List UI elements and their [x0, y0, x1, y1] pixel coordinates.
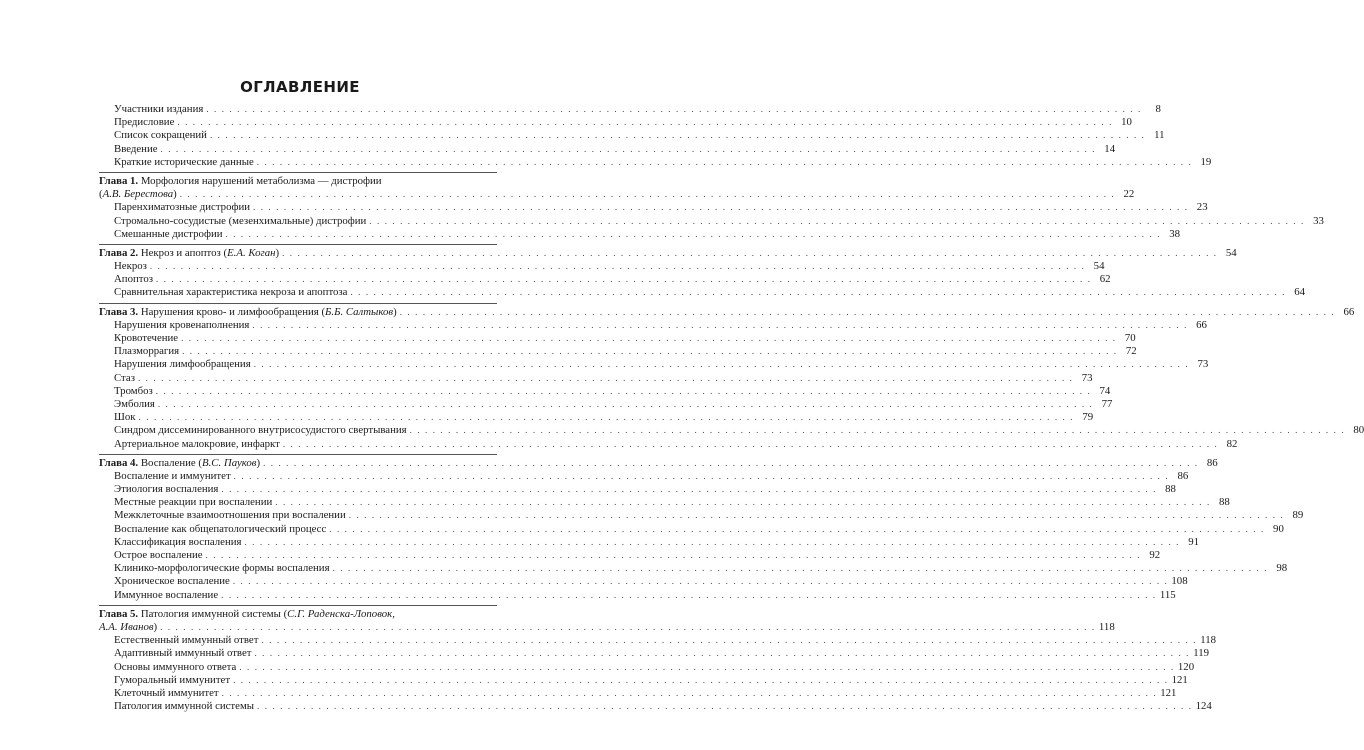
toc-text: Введение [114, 142, 158, 155]
toc-page-number: 119 [1193, 647, 1210, 660]
toc-entry[interactable] [99, 227, 1181, 241]
toc-entry-title [99, 175, 382, 188]
toc-page-number: 66 [1343, 305, 1355, 318]
dot-leader [233, 575, 1169, 588]
toc-entry[interactable] [99, 575, 1188, 588]
toc-text: Морфология нарушений метаболизма — дистрофии [138, 174, 382, 187]
toc-text: Нарушения крово- и лимфообращения ( [138, 305, 326, 318]
toc-entry-title [99, 306, 397, 319]
toc-entry-title [114, 470, 231, 483]
toc-page-number: 54 [1225, 246, 1237, 259]
toc-chapter-number: Глава 4. [99, 456, 139, 469]
toc-entry[interactable] [99, 142, 1116, 156]
toc-text: Тромбоз [114, 384, 153, 397]
toc-entry-title [114, 116, 174, 129]
toc-entry[interactable] [99, 647, 1210, 660]
dot-leader [400, 306, 1336, 319]
toc-text: Краткие исторические данные [114, 155, 254, 168]
toc-text: Межклеточные взаимоотношения при воспалении [114, 509, 346, 522]
dot-leader [206, 549, 1142, 562]
toc-page-number: 62 [1099, 273, 1111, 286]
toc-text: ) [173, 188, 177, 201]
toc-entry[interactable] [99, 384, 1111, 398]
toc-page-number: 124 [1195, 700, 1212, 713]
toc-entry[interactable] [99, 318, 1207, 332]
dot-leader [221, 483, 1157, 496]
toc-page-number: 88 [1165, 483, 1176, 496]
toc-page-number: 82 [1226, 437, 1238, 450]
toc-text: Воспаление как общепатологический процесс [114, 522, 327, 535]
toc-entry-title [114, 385, 153, 398]
toc-text: Некроз [114, 260, 147, 273]
toc-entry-title [114, 536, 241, 549]
toc-author-name: А.В. Берестова [102, 188, 174, 201]
toc-text: Этиология воспаления [114, 483, 219, 496]
toc-page-number: 66 [1196, 318, 1207, 331]
toc-chapter-entry[interactable] [99, 175, 497, 188]
dot-leader [206, 103, 1142, 116]
toc-page-number: 38 [1169, 227, 1181, 240]
dot-leader [177, 116, 1113, 129]
dot-leader [150, 260, 1086, 273]
toc-author-name: Е.А. Коган [227, 246, 276, 259]
toc-page-number: 11 [1154, 129, 1165, 142]
dot-leader [139, 411, 1075, 424]
toc-entry-title [114, 483, 218, 496]
toc-text: Гуморальный иммунитет [114, 673, 231, 686]
toc-page-number: 64 [1294, 286, 1306, 299]
chapter-divider [99, 454, 497, 455]
toc-entry-title [114, 523, 326, 536]
dot-leader [233, 674, 1169, 687]
toc-entry[interactable] [99, 686, 1177, 700]
toc-entry[interactable] [99, 700, 1212, 713]
toc-page-number: 90 [1273, 522, 1284, 535]
toc-entry[interactable] [99, 371, 1093, 385]
toc-text: Патология иммунной системы [114, 700, 255, 713]
toc-text: Паренхиматозные дистрофии [114, 201, 251, 214]
toc-text: Естественный иммунный ответ [114, 634, 259, 647]
toc-entry[interactable] [99, 437, 1238, 451]
dot-leader [257, 156, 1193, 169]
dot-leader [210, 129, 1146, 142]
toc-chapter-entry[interactable] [99, 246, 1237, 260]
toc-page-number: 92 [1149, 549, 1161, 561]
toc-entry-title [114, 575, 230, 588]
dot-leader [182, 345, 1118, 358]
toc-entry-title [99, 247, 279, 260]
toc-text: Местные реакции при воспалении [114, 496, 273, 509]
toc-entry-title [114, 674, 230, 687]
dot-leader [181, 332, 1117, 345]
toc-entry-title [114, 156, 254, 169]
toc-text: Воспаление и иммунитет [114, 469, 231, 482]
toc-text: ) [153, 620, 158, 633]
toc-page-number: 10 [1121, 116, 1132, 129]
toc-text: Смешанные дистрофии [114, 227, 223, 240]
toc-entry[interactable] [99, 260, 1105, 273]
toc-entry[interactable] [99, 535, 1200, 549]
toc-chapter-number: Глава 5. [99, 607, 139, 620]
dot-leader [156, 385, 1092, 398]
toc-text: Предисловие [114, 116, 175, 129]
toc-page-number: 121 [1171, 673, 1188, 686]
toc-entry-title [114, 661, 236, 674]
dot-leader [329, 523, 1265, 536]
toc-chapter-entry[interactable] [99, 305, 1355, 319]
dot-leader [158, 398, 1094, 411]
toc-text: Сравнительная характеристика некроза и апоптоза [114, 286, 348, 299]
toc-page-number: 72 [1125, 345, 1137, 358]
toc-entry-title [114, 589, 218, 602]
chapter-divider [99, 303, 497, 304]
toc-author-name: С.Г. Раденска-Лоповок, [287, 607, 395, 620]
dot-leader [239, 661, 1175, 674]
toc-entry[interactable] [99, 522, 1284, 536]
toc-text: Стромально-сосудистые (мезенхимальные) дистрофии [114, 214, 367, 227]
toc-text: ) [275, 246, 280, 259]
toc-page-number: 86 [1177, 469, 1189, 482]
toc-entry-title [114, 398, 155, 411]
toc-entry-title [114, 647, 251, 660]
toc-page-number: 73 [1081, 371, 1093, 384]
toc-page-number: 33 [1313, 214, 1324, 227]
toc-entry-title [114, 129, 207, 142]
toc-text: ( [99, 188, 103, 201]
toc-entry[interactable] [99, 634, 1217, 647]
toc-entry-title [99, 188, 177, 201]
dot-leader [161, 143, 1097, 156]
chapter-divider [99, 605, 497, 606]
toc-entry[interactable] [99, 155, 1212, 169]
toc-page-number: 73 [1197, 358, 1209, 371]
dot-leader [234, 470, 1170, 483]
toc-entry[interactable] [99, 116, 1132, 129]
dot-leader [283, 438, 1219, 451]
toc-entry[interactable] [99, 588, 1176, 602]
dot-leader [350, 286, 1286, 299]
toc-text: Эмболия [114, 397, 155, 410]
toc-entry[interactable] [99, 397, 1113, 411]
toc-page-number: 98 [1276, 562, 1288, 575]
toc-text: Нарушения лимфообращения [114, 358, 251, 371]
toc-entry[interactable] [99, 286, 1306, 299]
toc-text: Клинико-морфологические формы воспаления [114, 562, 330, 575]
dot-leader [221, 589, 1157, 602]
toc-page-number: 120 [1177, 660, 1195, 673]
table-of-contents [99, 103, 1364, 713]
dot-leader [349, 509, 1285, 522]
toc-entry-title [114, 332, 178, 345]
toc-entry[interactable] [99, 411, 1094, 424]
toc-text: ) [256, 456, 261, 469]
dot-leader [261, 634, 1197, 647]
toc-text: Список сокращений [114, 129, 207, 142]
toc-entry[interactable] [99, 345, 1137, 358]
toc-entry[interactable] [99, 358, 1209, 371]
toc-text: Кровотечение [114, 332, 179, 344]
toc-text: Хроническое воспаление [114, 575, 230, 588]
toc-entry[interactable] [99, 549, 1161, 562]
toc-text: Плазморрагия [114, 345, 180, 358]
toc-text: ) [393, 305, 397, 318]
toc-page-number: 118 [1098, 620, 1115, 633]
toc-page-number: 115 [1159, 588, 1176, 601]
toc-entry-title [114, 372, 135, 385]
toc-chapter-entry[interactable] [99, 456, 1218, 470]
toc-page-number: 74 [1099, 384, 1111, 397]
dot-leader [180, 188, 1116, 201]
chapter-divider [99, 172, 497, 173]
toc-page-number: 89 [1292, 509, 1304, 522]
toc-text: Клеточный иммунитет [114, 686, 219, 699]
toc-text: Апоптоз [114, 273, 153, 286]
toc-entry[interactable] [99, 201, 1208, 214]
toc-page-number: 14 [1104, 142, 1116, 155]
toc-entry-title [114, 634, 258, 647]
dot-leader [282, 247, 1218, 260]
toc-entry-title [114, 143, 158, 156]
toc-entry[interactable] [99, 103, 1161, 116]
toc-entry[interactable] [99, 496, 1230, 509]
toc-text: Некроз и апоптоз ( [138, 246, 228, 259]
toc-entry-title [99, 608, 395, 621]
dot-leader [156, 273, 1092, 286]
toc-entry[interactable] [99, 660, 1195, 674]
toc-page-number: 70 [1124, 332, 1136, 344]
toc-entry-title [114, 411, 136, 424]
toc-entry-title [114, 319, 249, 332]
toc-entry[interactable] [99, 273, 1111, 286]
dot-leader [222, 687, 1158, 700]
dot-leader [333, 562, 1269, 575]
dot-leader [226, 228, 1162, 241]
toc-text: Участники издания [114, 103, 204, 115]
toc-text: Иммунное воспаление [114, 588, 219, 601]
dot-leader [254, 358, 1190, 371]
toc-author-name: А.А. Иванов [99, 620, 154, 633]
dot-leader [263, 457, 1199, 470]
toc-entry-title [99, 457, 260, 470]
toc-entry-title [114, 228, 223, 241]
toc-text: Классификация воспаления [114, 535, 242, 548]
toc-entry-title [114, 345, 179, 358]
dot-leader [252, 319, 1188, 332]
toc-entry-title [114, 286, 347, 299]
toc-page-number: 77 [1101, 397, 1113, 410]
toc-entry-title [99, 621, 157, 634]
toc-entry-title [114, 215, 366, 228]
toc-text: Артериальное малокровие, инфаркт [114, 437, 280, 450]
toc-chapter-entry[interactable] [99, 188, 1135, 201]
toc-entry-title [114, 562, 330, 575]
toc-entry-title [114, 549, 203, 562]
dot-leader [244, 536, 1180, 549]
toc-text: Нарушения кровенаполнения [114, 318, 250, 331]
toc-text: Адаптивный иммунный ответ [114, 647, 252, 660]
toc-text: Патология иммунной системы ( [138, 607, 288, 620]
toc-entry[interactable] [99, 509, 1304, 522]
toc-chapter-number: Глава 3. [99, 305, 139, 318]
toc-text: Основы иммунного ответа [114, 660, 237, 673]
toc-entry[interactable] [99, 483, 1176, 496]
toc-entry-title [114, 509, 346, 522]
dot-leader [275, 496, 1211, 509]
toc-page-number: 118 [1200, 634, 1217, 647]
toc-page-number: 121 [1160, 686, 1177, 699]
toc-page-number: 108 [1171, 575, 1188, 588]
toc-page-number: 19 [1200, 155, 1212, 168]
dot-leader [257, 700, 1193, 713]
toc-chapter-entry[interactable] [99, 608, 497, 621]
toc-page-number: 23 [1196, 201, 1208, 214]
toc-entry[interactable] [99, 332, 1136, 345]
toc-text: Стаз [114, 371, 135, 384]
toc-chapter-number: Глава 2. [99, 246, 139, 259]
toc-entry-title [114, 438, 280, 451]
toc-page-number: 79 [1082, 411, 1094, 424]
page-title: ОГЛАВЛЕНИЕ [240, 78, 360, 96]
toc-page-number: 54 [1093, 260, 1105, 273]
toc-page-number: 86 [1206, 456, 1218, 469]
toc-entry-title [114, 273, 153, 286]
toc-text: Шок [114, 411, 136, 424]
toc-author-name: В.С. Пауков [202, 456, 257, 469]
toc-entry-title [114, 424, 407, 437]
toc-page-number: 91 [1188, 535, 1200, 548]
toc-entry-title [114, 260, 147, 273]
toc-entry-title [114, 687, 219, 700]
toc-entry-title [114, 358, 251, 371]
toc-entry-title [114, 700, 254, 713]
dot-leader [253, 201, 1189, 214]
toc-text: Воспаление ( [138, 456, 202, 469]
dot-leader [254, 647, 1190, 660]
chapter-divider [99, 244, 497, 245]
toc-page-number: 80 [1353, 424, 1364, 437]
toc-chapter-number: Глава 1. [99, 174, 139, 187]
dot-leader [369, 215, 1305, 228]
toc-page-number: 88 [1219, 496, 1230, 509]
toc-text: Острое воспаление [114, 549, 203, 561]
toc-chapter-entry[interactable] [99, 620, 1115, 634]
dot-leader [410, 424, 1346, 437]
toc-entry[interactable] [99, 673, 1188, 687]
toc-entry[interactable] [99, 129, 1165, 142]
toc-entry-title [114, 496, 272, 509]
toc-entry[interactable] [99, 469, 1189, 483]
toc-page-number: 8 [1155, 103, 1161, 115]
toc-entry[interactable] [99, 562, 1288, 575]
toc-author-name: Б.Б. Салтыков [325, 305, 394, 318]
toc-entry-title [114, 103, 203, 116]
dot-leader [160, 621, 1096, 634]
toc-entry[interactable] [99, 424, 1364, 437]
toc-text: Синдром диссеминированного внутрисосудистого свертывания [114, 424, 407, 437]
toc-entry[interactable] [99, 214, 1324, 228]
toc-entry-title [114, 201, 250, 214]
dot-leader [138, 372, 1074, 385]
toc-page-number: 22 [1123, 188, 1135, 201]
